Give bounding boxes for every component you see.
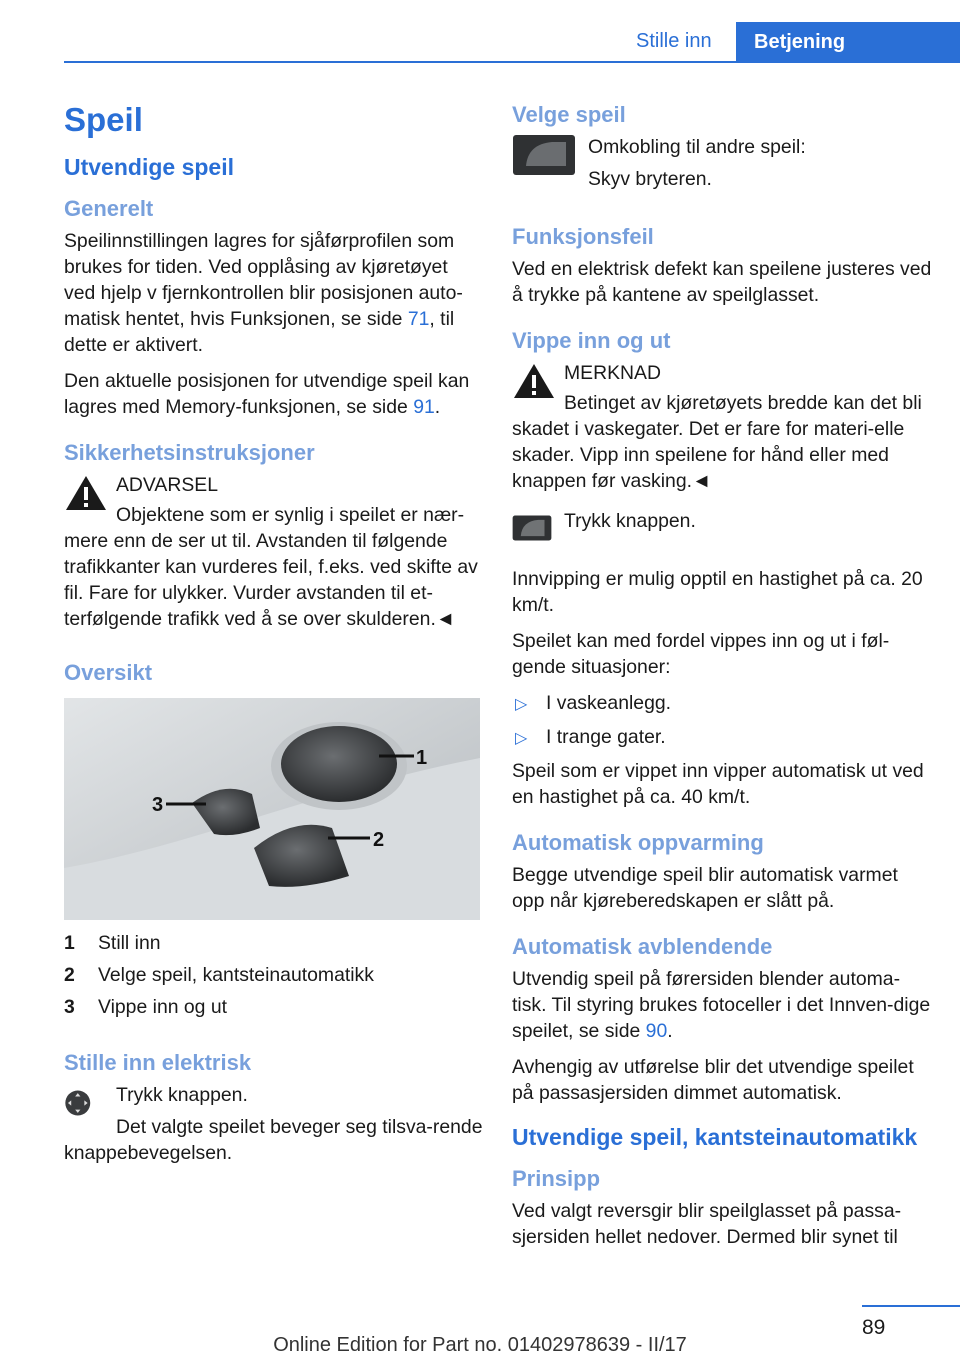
- heading-oversikt: Oversikt: [64, 660, 153, 685]
- select-line-2: Skyv bryteren.: [588, 168, 712, 190]
- section-heading-utvendige: Utvendige speil: [64, 154, 234, 180]
- page-number-rule: [862, 1305, 960, 1307]
- fold-press-text: Trykk knappen.: [564, 510, 696, 532]
- note-block: [512, 360, 932, 494]
- heading-stille-inn: Stille inn elektrisk: [64, 1050, 252, 1075]
- heading-velge-speil: Velge speil: [512, 102, 626, 127]
- heading-generelt: Generelt: [64, 196, 154, 221]
- page-link-91[interactable]: 91: [413, 396, 435, 418]
- header-section: Stille inn: [636, 30, 712, 52]
- paragraph-funksjonsfeil: Ved en elektrisk defekt kan speilene justeres ved å trykke på kantene av speilglasset.: [512, 258, 932, 306]
- paragraph-avblendende-1: Utvendig speil på førersiden blender automa-tisk. Til styring brukes fotoceller i det Innven-dige speilet, se side 90.: [512, 968, 931, 1042]
- paragraph-oppvarming: Begge utvendige speil blir automatisk varmet opp når kjøreberedskapen er slått på.: [512, 864, 898, 912]
- mirror-switch-photo: [64, 698, 480, 920]
- section-heading-kantstein: Utvendige speil, kantsteinautomatikk: [512, 1124, 918, 1150]
- adjust-button-icon: [64, 1082, 106, 1124]
- heading-funksjonsfeil: Funksjonsfeil: [512, 224, 654, 249]
- callout-2: 2: [373, 829, 385, 851]
- fold-block: [512, 508, 932, 552]
- header-tab: [736, 22, 960, 63]
- warning-title: ADVARSEL: [116, 474, 219, 496]
- warning-block: [64, 472, 484, 632]
- paragraph-vipper-ut: Speil som er vippet inn vipper automatisk ut ved en hastighet på ca. 40 km/t.: [512, 760, 924, 808]
- paragraph-generelt-1: Speilinnstillingen lagres for sjåførprofilen som brukes for tiden. Ved opplåsing av kjøretøyet ved hjelp v fjernkontrollen blir posisjonen auto-matisk hentet, hvis Funksjonen, se side 71, til dette er aktivert.: [64, 230, 463, 356]
- list-item: ▷ I trange gater.: [512, 724, 932, 750]
- bullet-triangle-icon: ▷: [515, 696, 528, 713]
- bullet-triangle-icon: ▷: [515, 730, 528, 747]
- select-line-1: Omkobling til andre speil:: [588, 136, 806, 158]
- warning-icon: [512, 362, 556, 400]
- header-tab-label: Betjening: [754, 31, 846, 53]
- page-title: Speil: [64, 101, 143, 138]
- callout-1: 1: [416, 747, 428, 769]
- heading-oppvarming: Automatisk oppvarming: [512, 830, 764, 855]
- heading-avblendende: Automatisk avblendende: [512, 934, 773, 959]
- select-block: [512, 134, 932, 204]
- left-column: [64, 100, 484, 1176]
- footer-edition: Online Edition for Part no. 01402978639 - II/17: [273, 1334, 687, 1356]
- heading-vippe: Vippe inn og ut: [512, 328, 671, 353]
- warning-text: Objektene som er synlig i speilet er nær-mere enn de ser ut til. Avstanden til følgende trafikkanter kan vurderes feil, f.eks. ved skifte av fil. Fare for ulykker. Vurder avstanden til et-terfølgende trafikk ved å se over skulderen.◄: [64, 504, 478, 630]
- legend-item-1: 1 Still inn: [64, 932, 161, 954]
- page-link-71[interactable]: 71: [407, 308, 430, 330]
- legend-item-2: 2 Velge speil, kantsteinautomatikk: [64, 964, 374, 986]
- fold-button-icon: [512, 508, 552, 548]
- adjust-line-1: Trykk knappen.: [116, 1084, 248, 1106]
- note-title: MERKNAD: [564, 362, 661, 384]
- heading-prinsipp: Prinsipp: [512, 1166, 601, 1191]
- paragraph-generelt-2: Den aktuelle posisjonen for utvendige speil kan lagres med Memory-funksjonen, se side 91.: [64, 370, 470, 418]
- warning-icon: [64, 474, 108, 512]
- heading-sikkerhet: Sikkerhetsinstruksjoner: [64, 440, 315, 465]
- paragraph-avblendende-2: Avhengig av utførelse blir det utvendige speilet på passasjersiden dimmet automatisk.: [512, 1056, 914, 1104]
- right-column: [512, 100, 932, 1260]
- paragraph-innvipping: Innvipping er mulig opptil en hastighet på ca. 20 km/t.: [512, 568, 923, 616]
- adjust-block: [64, 1082, 484, 1166]
- mirror-selector-icon: [512, 134, 576, 176]
- callout-3: 3: [152, 794, 164, 816]
- paragraph-situasjoner: Speilet kan med fordel vippes inn og ut i føl-gende situasjoner:: [512, 630, 890, 678]
- adjust-line-2: Det valgte speilet beveger seg tilsva-rende knappebevegelsen.: [64, 1116, 483, 1164]
- page-number: 89: [862, 1316, 886, 1339]
- legend-item-3: 3 Vippe inn og ut: [64, 996, 228, 1018]
- paragraph-prinsipp: Ved valgt reversgir blir speilglasset på passa-sjersiden hellet nedover. Dermed blir synet til: [512, 1200, 902, 1248]
- list-item: ▷ I vaskeanlegg.: [512, 690, 932, 716]
- door-panel-illustration: [64, 698, 480, 920]
- note-text: Betinget av kjøretøyets bredde kan det bli skadet i vaskegater. Det er fare for materi-elle skader. Vipp inn speilene for hånd eller med knappen før vasking.◄: [512, 392, 922, 492]
- page-link-90[interactable]: 90: [645, 1020, 668, 1042]
